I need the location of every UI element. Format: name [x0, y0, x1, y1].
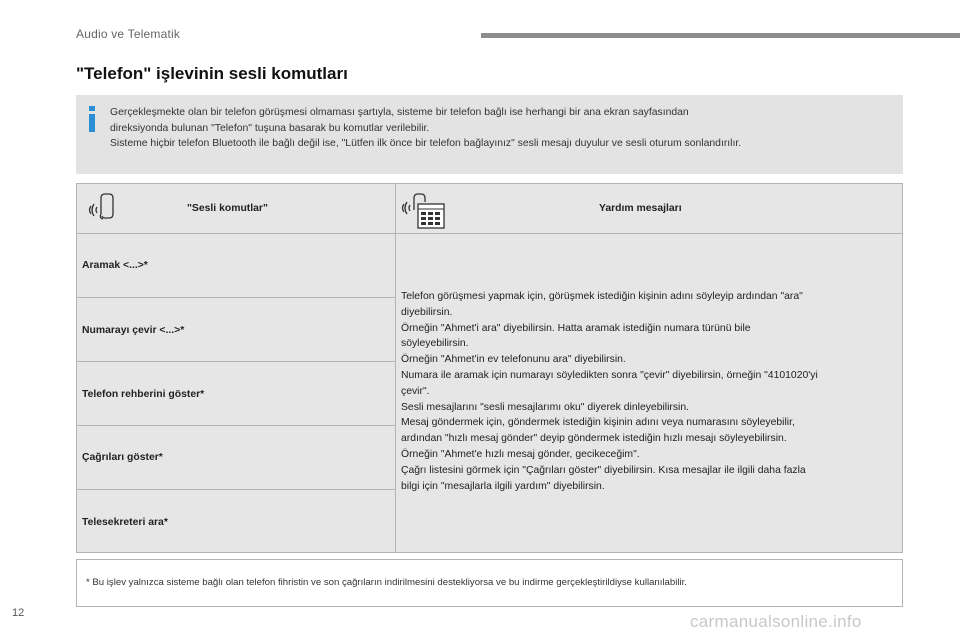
info-icon [85, 105, 99, 133]
help-line: Örneğin "Ahmet'i ara" diyebilirsin. Hatta aramak istediğin numara türünü bile [401, 322, 751, 334]
section-title: Audio ve Telematik [76, 27, 181, 41]
watermark: carmanualsonline.info [690, 612, 862, 631]
command-row-call [77, 234, 396, 298]
info-line: direksiyonda bulunan "Telefon" tuşuna basarak bu komutlar verilebilir. [110, 122, 430, 134]
help-line: Telefon görüşmesi yapmak için, görüşmek istediğin kişinin adını söyleyip ardından "ara" [401, 291, 803, 302]
command-label: Çağrıları göster* [82, 452, 163, 463]
help-line: Örneğin "Ahmet'in ev telefonunu ara" diyebilirsin. [401, 354, 626, 366]
header-bar [481, 33, 960, 38]
help-line: diyebilirsin. [401, 306, 453, 318]
info-line: Gerçekleşmekte olan bir telefon görüşmesi olmaması şartıyla, sisteme bir telefon bağlı ise herhangi bir ana ekran sayfasından [110, 107, 689, 118]
command-label: Aramak <...>* [82, 260, 148, 271]
help-line: Numara ile aramak için numarayı söyledikten sonra "çevir" diyebilirsin, örneğin "4101020'yi [401, 369, 818, 381]
help-line: Sesli mesajlarını "sesli mesajlarımı oku" diyerek dinleyebilirsin. [401, 401, 690, 413]
help-line: Örneğin "Ahmet'e hızlı mesaj gönder, gecikeceğim". [401, 448, 640, 460]
command-row-dial [77, 298, 396, 362]
table-header-help-label: Yardım mesajları [599, 203, 682, 214]
command-row-calls [77, 426, 396, 490]
command-label: Telefon rehberini göster* [82, 389, 205, 400]
help-line: bilgi için "mesajlarla ilgili yardım" diyebilirsin. [401, 480, 605, 492]
help-cell [396, 234, 902, 552]
help-line: çevir". [401, 385, 430, 397]
help-line: söyleyebilirsin. [401, 338, 469, 350]
table-header-commands-label: "Sesli komutlar" [187, 203, 268, 214]
footnote-box [76, 559, 903, 607]
table-header-help [396, 184, 902, 234]
command-row-contacts [77, 362, 396, 426]
help-text [401, 289, 896, 494]
page-heading: "Telefon" işlevinin sesli komutları [76, 64, 348, 83]
info-line: Sisteme hiçbir telefon Bluetooth ile bağlı değil ise, "Lütfen ilk önce bir telefon bağlayınız" sesli mesajı duyulur ve sesli oturum sonlandırılır. [110, 138, 742, 149]
command-label: Telesekreteri ara* [82, 517, 168, 528]
voice-help-icon [401, 192, 447, 230]
info-box [76, 95, 903, 174]
page-number: 12 [12, 607, 25, 619]
info-text [110, 105, 895, 152]
footnote-text: * Bu işlev yalnızca sisteme bağlı olan telefon fihristin ve son çağrıların indirilmesini destekliyorsa ve bu indirme gerçekleştirildiyse kullanılabilir. [86, 577, 687, 588]
table-header-commands [77, 184, 396, 234]
command-label: Numarayı çevir <...>* [82, 325, 185, 336]
help-line: ardından "hızlı mesaj gönder" deyip göndermek istediğin hızlı mesajı söyleyebilirsin. [401, 433, 787, 445]
help-line: Çağrı listesini görmek için "Çağrıları göster" diyebilirsin. Kısa mesajlar ile ilgili daha fazla [401, 464, 806, 476]
voice-command-icon [87, 192, 121, 222]
command-row-voicemail [77, 490, 396, 552]
help-line: Mesaj göndermek için, göndermek istediğin kişinin adını veya numarasını söyleyebilir, [401, 417, 795, 429]
voice-command-table [76, 183, 903, 553]
